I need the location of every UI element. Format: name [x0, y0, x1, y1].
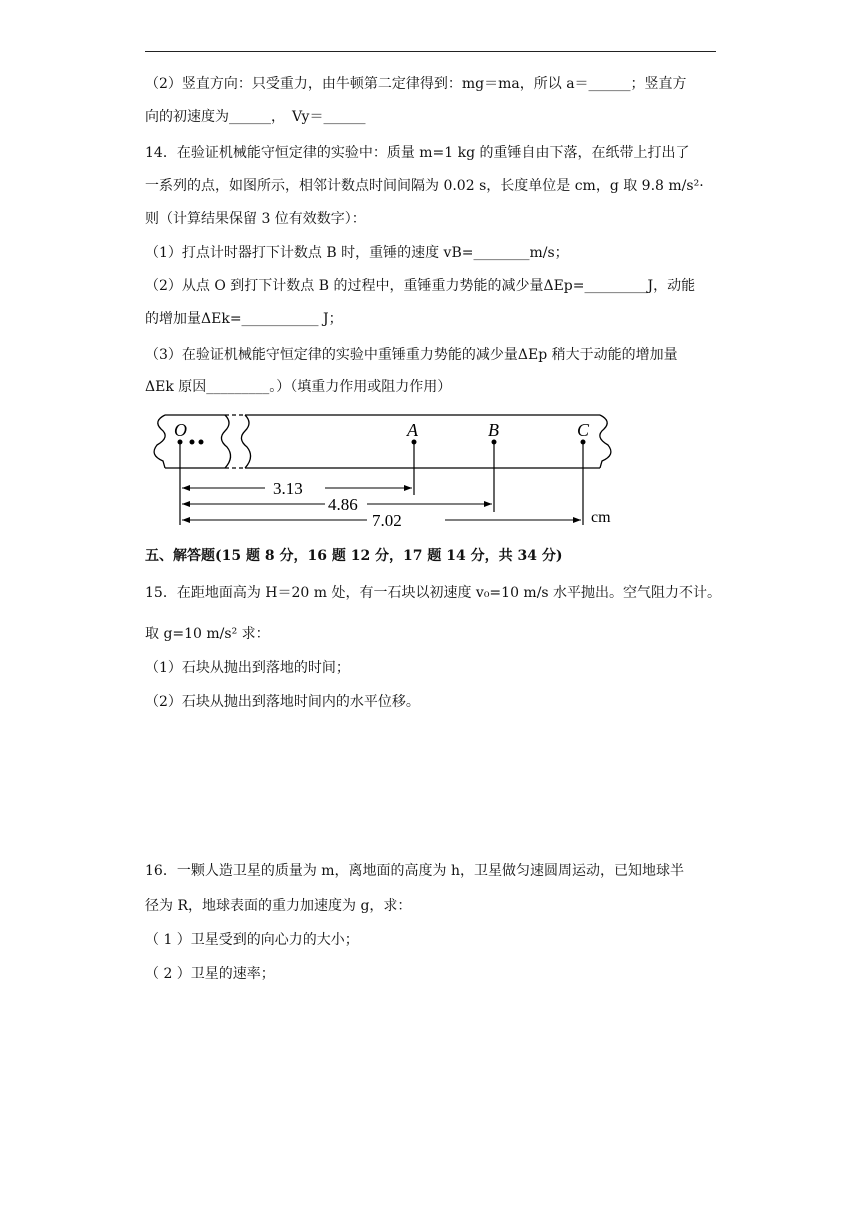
- q14-part1: （1）打点计时器打下计数点 B 时，重锤的速度 vB=________m/s；: [145, 245, 569, 261]
- label-c: C: [577, 420, 590, 440]
- q16-part2: （ 2 ）卫星的速率；: [145, 966, 275, 982]
- q14-stem-line2: 一系列的点，如图所示，相邻计数点时间间隔为 0.02 s，长度单位是 cm，g 取 9.8 m/s²·: [145, 178, 704, 194]
- tape-torn-left: [154, 415, 165, 468]
- tape-torn-right: [600, 415, 611, 468]
- q15-stem-line2: 取 g=10 m/s² 求：: [145, 626, 270, 642]
- tape-break-left: [221, 415, 230, 468]
- q13-part2-line2: 向的初速度为______， Vy＝______: [145, 109, 366, 125]
- paper-tape-diagram: [145, 405, 625, 535]
- q14-stem-line3: 则（计算结果保留 3 位有效数字）：: [145, 211, 366, 227]
- label-a: A: [407, 420, 418, 440]
- q14-part3-line1: （3）在验证机械能守恒定律的实验中重锤重力势能的减少量ΔEp 稍大于动能的增加量: [145, 347, 678, 363]
- dot-2: [199, 440, 204, 445]
- dist-c-label: 7.02: [372, 511, 402, 530]
- paper-tape-figure: [145, 405, 625, 535]
- q14-stem-line1: 14．在验证机械能守恒定律的实验中：质量 m=1 kg 的重锤自由下落，在纸带上打出了: [145, 145, 690, 161]
- header-rule: [145, 51, 716, 52]
- unit-label: cm: [591, 509, 611, 526]
- q16-stem-line2: 径为 R，地球表面的重力加速度为 g，求：: [145, 898, 412, 914]
- label-b: B: [488, 420, 499, 440]
- q15-part2: （2）石块从抛出到落地时间内的水平位移。: [145, 694, 420, 710]
- q15-part1: （1）石块从抛出到落地的时间；: [145, 660, 350, 676]
- dot-1: [190, 440, 195, 445]
- q14-part3-line2: ΔEk 原因_________。）（填重力作用或阻力作用）: [145, 379, 452, 395]
- q14-part2-line2: 的增加量ΔEk=___________ J；: [145, 311, 343, 327]
- dist-a-label: 3.13: [273, 479, 303, 498]
- tape-break-right: [241, 415, 250, 468]
- q13-part2-line1: （2）竖直方向：只受重力，由牛顿第二定律得到：mg＝ma，所以 a＝______；竖直方: [145, 76, 687, 92]
- section-five-heading: 五、解答题(15 题 8 分，16 题 12 分，17 题 14 分，共 34 分): [145, 548, 563, 564]
- q16-stem-line1: 16．一颗人造卫星的质量为 m，离地面的高度为 h，卫星做匀速圆周运动，已知地球半: [145, 863, 685, 879]
- q16-part1: （ 1 ）卫星受到的向心力的大小；: [145, 932, 359, 948]
- label-o: O: [174, 420, 187, 440]
- q15-stem-line1: 15．在距地面高为 H＝20 m 处，有一石块以初速度 v₀=10 m/s 水平抛出。空气阻力不计。: [145, 585, 722, 601]
- dist-b-label: 4.86: [328, 495, 358, 514]
- q14-part2-line1: （2）从点 O 到打下计数点 B 的过程中，重锤重力势能的减少量ΔEp=_________J，动能: [145, 278, 696, 294]
